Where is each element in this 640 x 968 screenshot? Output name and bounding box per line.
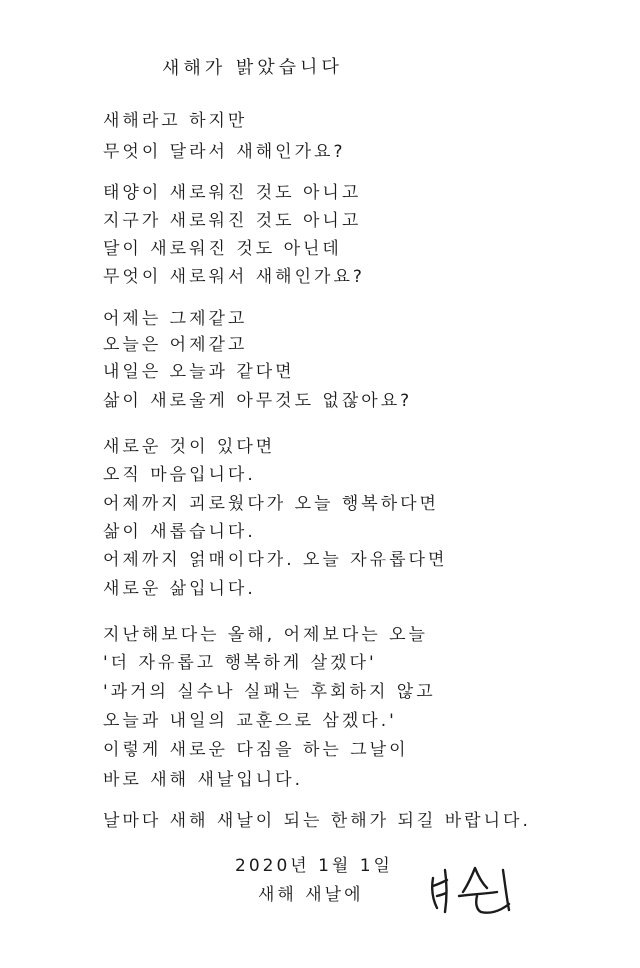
letter-line: 무엇이 달라서 새해인가요? xyxy=(103,142,346,162)
letter-dateline: 새해 새날에 xyxy=(258,885,364,905)
letter-line: 바로 새해 새날입니다. xyxy=(103,770,304,790)
letter-line: 지구가 새로워진 것도 아니고 xyxy=(103,211,362,231)
letter-line: 삶이 새롭습니다. xyxy=(103,522,256,542)
letter-line: 오늘은 어제같고 xyxy=(103,335,248,355)
letter-line: 지난해보다는 올해, 어제보다는 오늘 xyxy=(103,625,428,645)
letter-line: 태양이 새로워진 것도 아니고 xyxy=(103,183,362,203)
letter-line: 새해라고 하지만 xyxy=(103,111,248,131)
letter-closing: 날마다 새해 새날이 되는 한해가 되길 바랍니다. xyxy=(103,811,531,831)
letter-line: 어제까지 얽매이다가. 오늘 자유롭다면 xyxy=(103,550,448,570)
letter-line: 오직 마음입니다. xyxy=(103,465,256,485)
signature xyxy=(425,860,535,920)
letter-line: 오늘과 내일의 교훈으로 삼겠다.' xyxy=(103,711,397,731)
letter-line: 어제는 그제같고 xyxy=(103,309,248,329)
letter-line: 삶이 새로울게 아무것도 없잖아요? xyxy=(103,391,413,411)
letter-date: 2020년 1월 1일 xyxy=(235,856,393,876)
letter-title: 새해가 밝았습니다 xyxy=(161,56,343,79)
letter-line: '과거의 실수나 실패는 후회하지 않고 xyxy=(103,682,436,702)
letter-line: 이렇게 새로운 다짐을 하는 그날이 xyxy=(103,740,409,760)
letter-line: 새로운 것이 있다면 xyxy=(103,437,276,457)
letter-line: 새로운 삶입니다. xyxy=(103,579,256,599)
letter-line: 내일은 오늘과 같다면 xyxy=(103,362,295,382)
letter-line: '더 자유롭고 행복하게 살겠다' xyxy=(103,653,377,673)
letter-line: 무엇이 새로워서 새해인가요? xyxy=(103,267,365,287)
letter-line: 달이 새로워진 것도 아닌데 xyxy=(103,239,342,259)
letter-line: 어제까지 괴로웠다가 오늘 행복하다면 xyxy=(103,494,439,514)
